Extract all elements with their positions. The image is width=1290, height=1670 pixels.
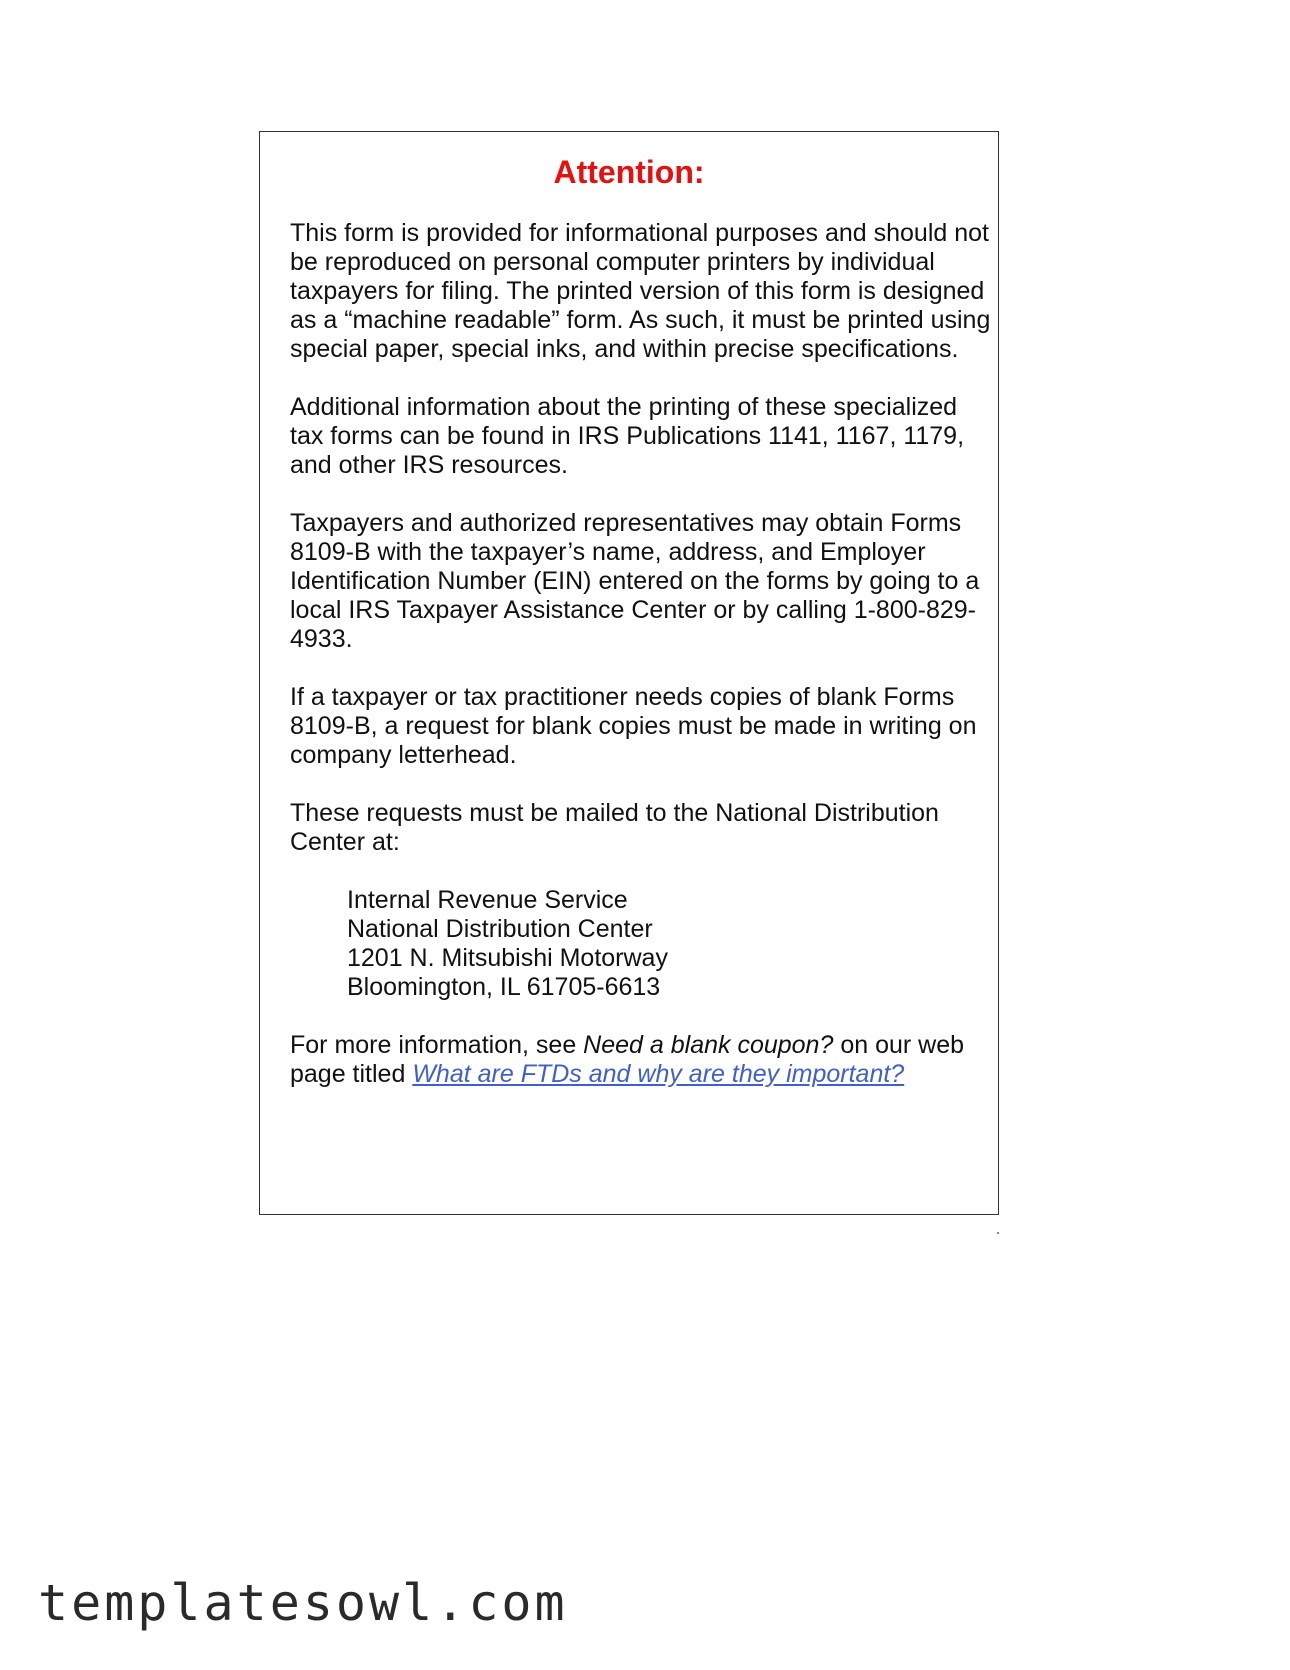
more-info-prefix: For more information, see (290, 1031, 584, 1059)
notice-box (259, 131, 999, 1215)
watermark: templatesowl.com (38, 1574, 568, 1632)
paragraph-blank-copies: If a taxpayer or tax practitioner needs copies of blank Forms 8109-B, a request for blank copies must be made in writing on company letterhead. (290, 683, 977, 769)
paragraph-obtain-forms: Taxpayers and authorized representatives may obtain Forms 8109-B with the taxpayer’s name, address, and Employer Identification Number (EIN) entered on the forms by going to a local IRS Taxpayer Assistance Center or by calling 1-800-829-4933. (290, 509, 980, 653)
stray-dot (997, 1232, 999, 1234)
ftds-web-page-link[interactable]: What are FTDs and why are they important? (412, 1060, 905, 1088)
more-info-middle: on our web page titled (290, 1031, 965, 1088)
paragraph-informational-purposes: This form is provided for informational purposes and should not be reproduced on personal computer printers by individual taxpayers for filing. The printed version of this form is designed as a “machine readable” form. As such, it must be printed using special paper, special inks, and within precise specifications. (290, 219, 991, 363)
paragraph-mail-requests: These requests must be mailed to the National Distribution Center at: (290, 799, 939, 856)
paragraph-irs-publications: Additional information about the printing of these specialized tax forms can be found in IRS Publications 1141, 1167, 1179, and other IRS resources. (290, 393, 965, 479)
address-line: National Distribution Center (347, 915, 653, 943)
mailing-address (347, 886, 995, 1002)
notice-title: Attention: (553, 154, 705, 190)
blank-coupon-italic: Need a blank coupon? (583, 1031, 834, 1059)
address-line: Bloomington, IL 61705-6613 (347, 973, 661, 1001)
notice-body (290, 219, 995, 1118)
address-line: 1201 N. Mitsubishi Motorway (347, 944, 668, 972)
address-line: Internal Revenue Service (347, 886, 628, 914)
paragraph-more-information (290, 1031, 995, 1089)
